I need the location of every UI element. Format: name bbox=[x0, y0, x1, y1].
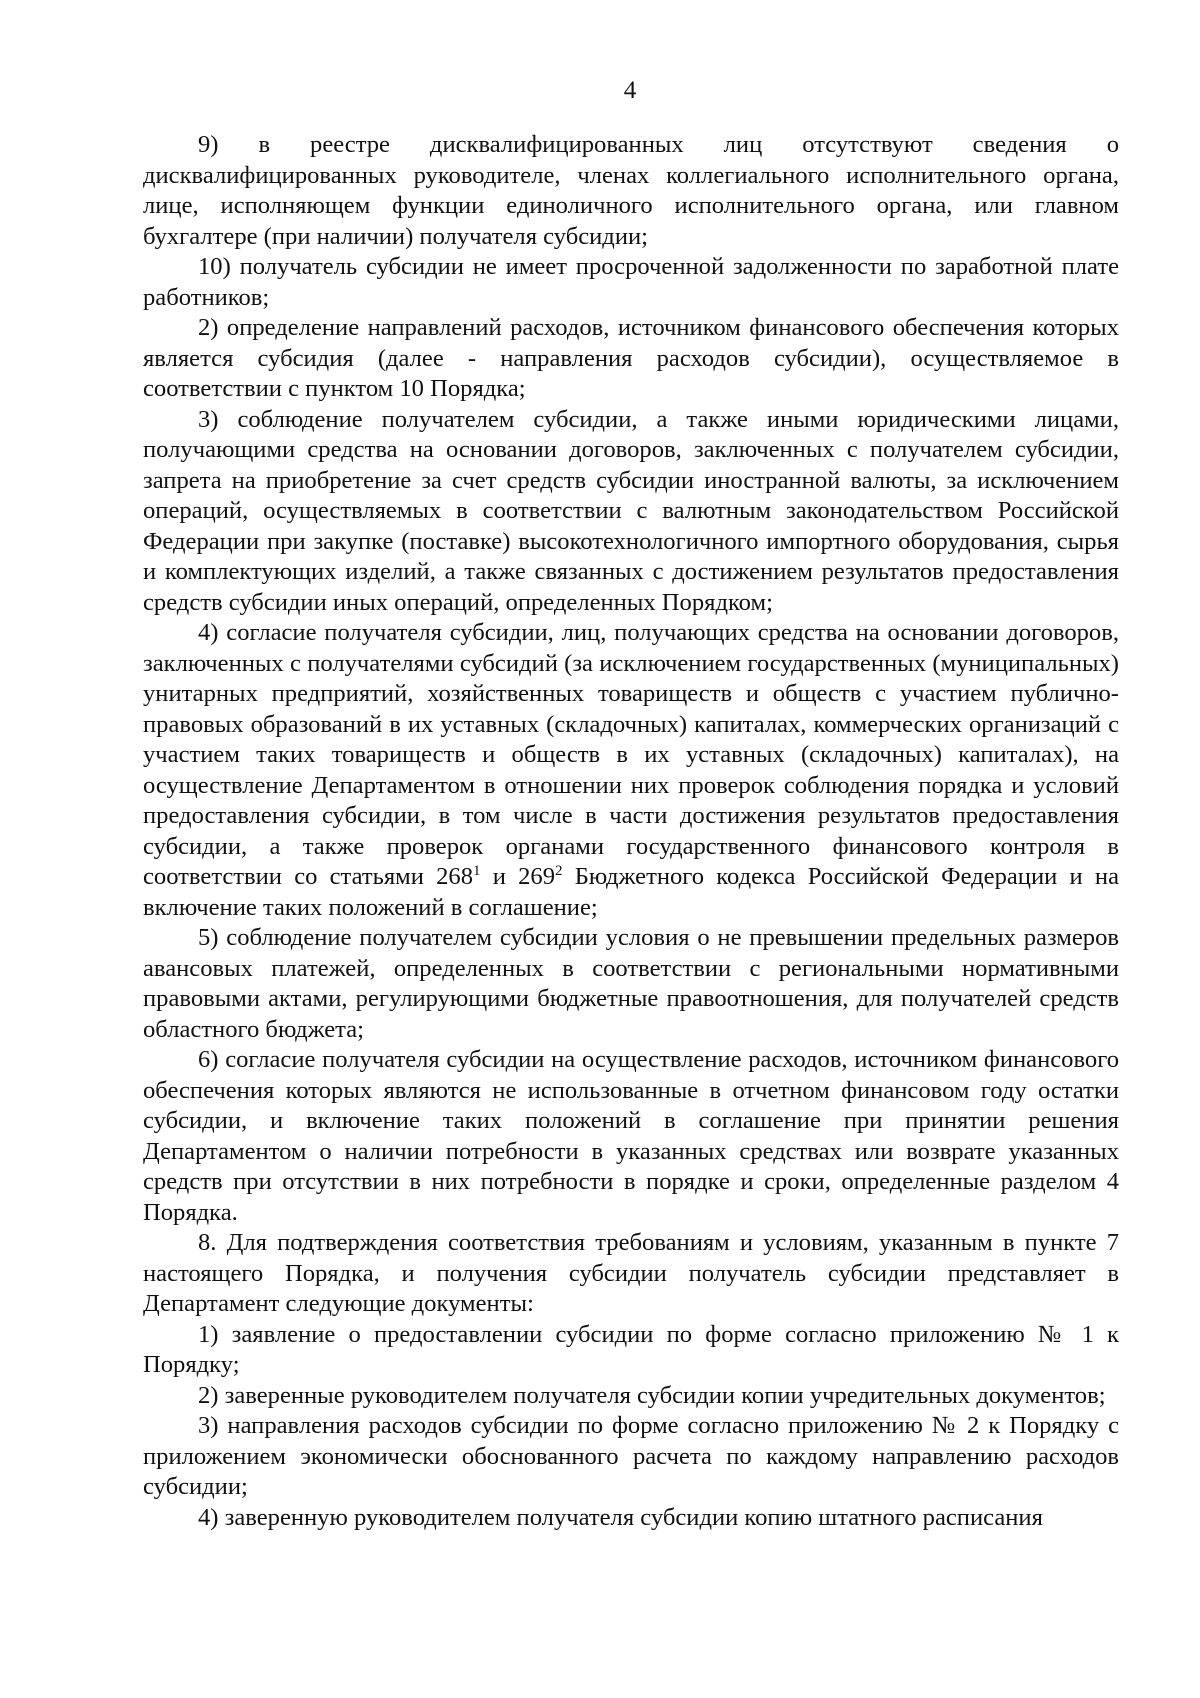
paragraph-item-8: 8. Для подтверждения соответствия требованиям и условиям, указанным в пункте 7 настоящего Порядка, и получения субсидии получатель субсидии представляет в Департамент следующие документы: bbox=[143, 1229, 1119, 1317]
paragraph-4 bbox=[143, 618, 1119, 923]
paragraph-4-text-after: Бюджетного кодекса Российской Федерации и на включение таких положений в соглашение; bbox=[143, 863, 1119, 921]
paragraph-6: 6) согласие получателя субсидии на осуществление расходов, источником финансового обеспечения которых являются не использованные в отчетном финансовом году остатки субсидии, и включение таких положений в соглашение при принятии решения Департаментом о наличии потребности в указанных средствах или возврате указанных средств при отсутствии в них потребности в порядке и сроки, определенные разделом 4 Порядка. bbox=[143, 1046, 1119, 1226]
paragraph-10: 10) получатель субсидии не имеет просроченной задолженности по заработной плате работников; bbox=[143, 253, 1119, 311]
paragraph-5: 5) соблюдение получателем субсидии условия о не превышении предельных размеров авансовых платежей, определенных в соответствии с региональными нормативными правовыми актами, регулирующими бюджетные правоотношения, для получателей средств областного бюджета; bbox=[143, 924, 1119, 1043]
document-item-2: 2) заверенные руководителем получателя субсидии копии учредительных документов; bbox=[198, 1381, 1106, 1409]
paragraph-4-text-before: 4) согласие получателя субсидии, лиц, получающих средства на основании договоров, заключенных с получателями субсидий (за исключением государственных (муниципальных) унитарных предприятий, хозяйственных товариществ и обществ с участием публично-правовых образований в их уставных (складочных) капиталах, коммерческих организаций с участием таких товариществ и обществ в их уставных (складочных) капиталах), на осуществление Департаментом в отношении них проверок соблюдения порядка и условий предоставления субсидии, в том числе в части достижения результатов предоставления субсидии, а также проверок органами государственного финансового контроля в соответствии со статьями 268 bbox=[143, 619, 1119, 890]
paragraph-4-text-middle: и 269 bbox=[480, 863, 556, 890]
superscript-1: 1 bbox=[473, 863, 481, 879]
document-body bbox=[143, 130, 1119, 1533]
document-item-4: 4) заверенную руководителем получателя субсидии копию штатного расписания bbox=[198, 1503, 1043, 1531]
superscript-2: 2 bbox=[555, 863, 563, 879]
paragraph-2: 2) определение направлений расходов, источником финансового обеспечения которых является субсидия (далее - направления расходов субсидии), осуществляемое в соответствии с пунктом 10 Порядка; bbox=[143, 314, 1119, 402]
document-item-3: 3) направления расходов субсидии по форме согласно приложению № 2 к Порядку с приложением экономически обоснованного расчета по каждому направлению расходов субсидии; bbox=[143, 1412, 1119, 1500]
document-item-1: 1) заявление о предоставлении субсидии по форме согласно приложению № 1 к Порядку; bbox=[143, 1320, 1119, 1378]
paragraph-9: 9) в реестре дисквалифицированных лиц отсутствуют сведения о дисквалифицированных руководителе, членах коллегиального исполнительного органа, лице, исполняющем функции единоличного исполнительного органа, или главном бухгалтере (при наличии) получателя субсидии; bbox=[143, 131, 1119, 250]
page-number: 4 bbox=[623, 77, 637, 104]
paragraph-3: 3) соблюдение получателем субсидии, а также иными юридическими лицами, получающими средства на основании договоров, заключенных с получателем субсидии, запрета на приобретение за счет средств субсидии иностранной валюты, за исключением операций, осуществляемых в соответствии с валютным законодательством Российской Федерации при закупке (поставке) высокотехнологичного импортного оборудования, сырья и комплектующих изделий, а также связанных с достижением результатов предоставления средств субсидии иных операций, определенных Порядком; bbox=[143, 405, 1119, 616]
